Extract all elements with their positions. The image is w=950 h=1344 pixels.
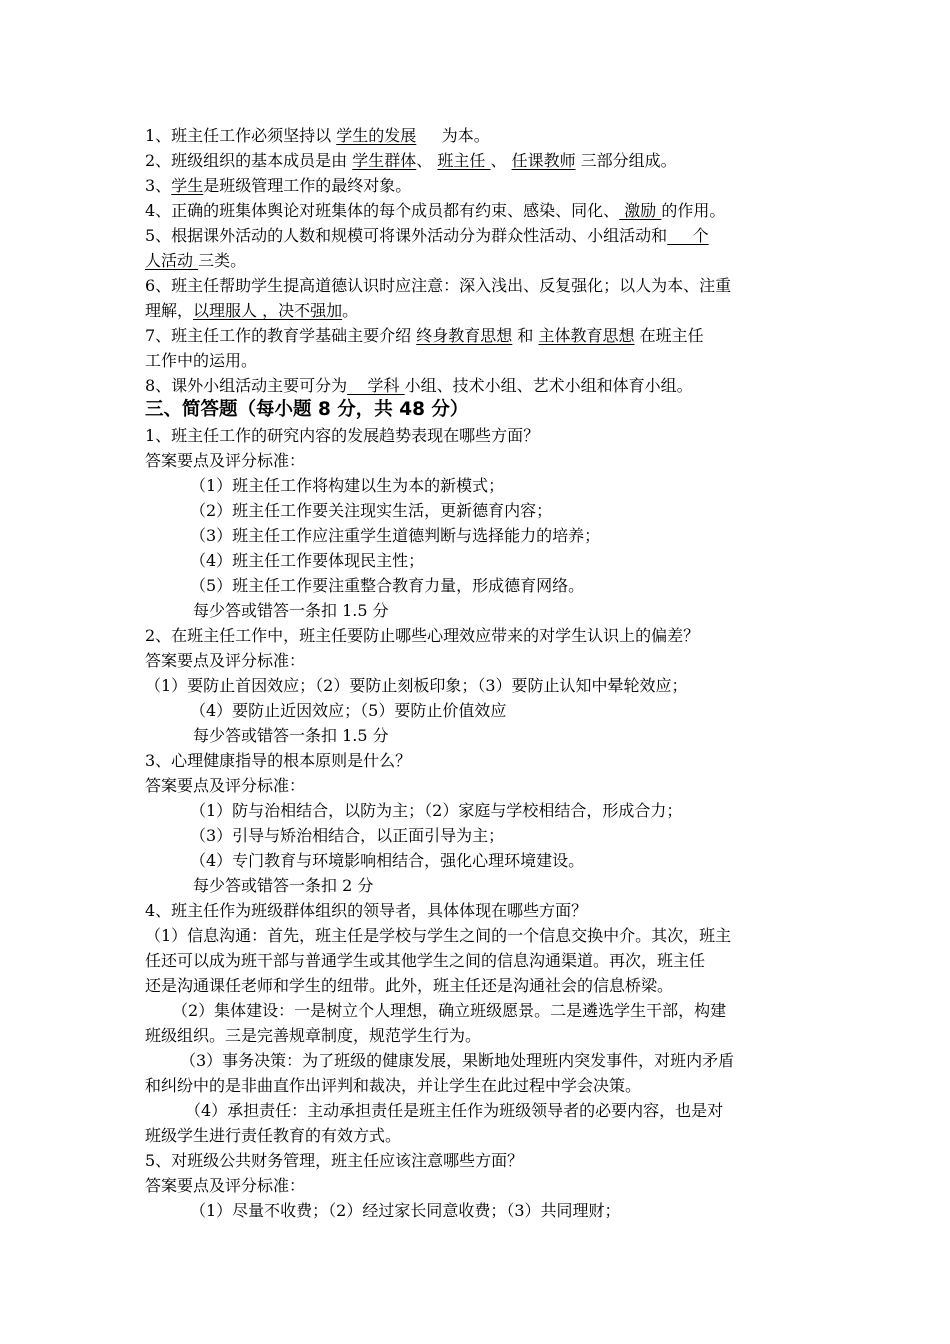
answer-label: 答案要点及评分标准：	[145, 776, 306, 795]
answer-item: （1）尽量不收费；（2）经过家长同意收费；（3）共同理财；	[190, 1201, 621, 1220]
text: 4、正确的班集体舆论对班集体的每个成员都有约束、感染、同化、	[145, 201, 620, 220]
question-4: 4、班主任作为班级群体组织的领导者，具体体现在哪些方面？	[145, 901, 588, 920]
answer-item: （4）班主任工作要体现民主性；	[190, 551, 425, 570]
answer-item: （4）要防止近因效应；（5）要防止价值效应	[190, 701, 507, 720]
text: 、	[490, 151, 512, 170]
answer-paragraph-line: （4）承担责任：主动承担责任是班主任作为班级领导者的必要内容，也是对	[185, 1101, 724, 1120]
fill-in-item-2	[145, 150, 677, 174]
fill-in-item-1	[145, 125, 490, 149]
fill-in-item-3	[145, 175, 411, 199]
text: 7、班主任工作的教育学基础主要介绍	[145, 326, 417, 345]
fill-in-item-7-cont	[145, 350, 257, 374]
question-3: 3、心理健康指导的根本原则是什么？	[145, 751, 412, 770]
fill-in-item-7	[145, 325, 704, 349]
text: 6、班主任帮助学生提高道德认识时应注意：深入浅出、反复强化；以人为本、注重	[145, 276, 732, 295]
text: 为本。	[416, 126, 490, 145]
text: 理解，	[145, 301, 194, 320]
answer-paragraph-line: （3）事务决策：为了班级的健康发展，果断地处理班内突发事件，对班内矛盾	[180, 1051, 735, 1070]
question-1: 1、班主任工作的研究内容的发展趋势表现在哪些方面？	[145, 426, 540, 445]
text: 8、课外小组活动主要可分为	[145, 376, 348, 395]
text: 是班级管理工作的最终对象。	[203, 176, 412, 195]
answer-paragraph-line: 任还可以成为班干部与普通学生或其他学生之间的信息沟通渠道。再次，班主任	[145, 951, 706, 970]
answer-item: （1）班主任工作将构建以生为本的新模式；	[190, 476, 505, 495]
text: 1、班主任工作必须坚持以	[145, 126, 337, 145]
answer-blank: 人活动	[145, 251, 199, 270]
answer-blank: 终身教育思想	[416, 326, 513, 345]
answer-paragraph-line: 班级学生进行责任教育的有效方式。	[145, 1126, 402, 1145]
answer-item: （1）要防止首因效应；（2）要防止刻板印象；（3）要防止认知中晕轮效应；	[145, 676, 688, 695]
answer-blank: 学科	[347, 376, 405, 395]
answer-item: （4）专门教育与环境影响相结合，强化心理环境建设。	[190, 851, 585, 870]
deduction-note: 每少答或错答一条扣 1.5 分	[193, 601, 389, 620]
text: 在班主任	[634, 326, 704, 345]
answer-blank: 任课教师	[511, 151, 576, 170]
fill-in-item-6	[145, 275, 731, 299]
answer-blank: 激励	[619, 201, 662, 220]
answer-blank: 班主任	[437, 151, 491, 170]
deduction-note: 每少答或错答一条扣 1.5 分	[193, 726, 389, 745]
answer-paragraph-line: 班级组织。三是完善规章制度，规范学生行为。	[145, 1026, 482, 1045]
text: 、	[416, 151, 438, 170]
question-2: 2、在班主任工作中，班主任要防止哪些心理效应带来的对学生认识上的偏差？	[145, 626, 700, 645]
answer-paragraph-line: （1）信息沟通：首先，班主任是学校与学生之间的一个信息交换中介。其次，班主	[145, 926, 732, 945]
question-5: 5、对班级公共财务管理，班主任应该注意哪些方面？	[145, 1151, 524, 1170]
text: 5、根据课外活动的人数和规模可将课外活动分为群众性活动、小组活动和	[145, 226, 668, 245]
fill-in-item-5	[145, 225, 709, 249]
text: 三类。	[198, 251, 247, 270]
deduction-note: 每少答或错答一条扣 2 分	[193, 876, 374, 895]
text: 小组、技术小组、艺术小组和体育小组。	[404, 376, 693, 395]
answer-label: 答案要点及评分标准：	[145, 1176, 306, 1195]
answer-blank: 学生的发展	[336, 126, 417, 145]
answer-paragraph-line: 和纠纷中的是非曲直作出评判和裁决，并让学生在此过程中学会决策。	[145, 1076, 642, 1095]
text: 的作用。	[661, 201, 726, 220]
answer-item: （3）班主任工作应注重学生道德判断与选择能力的培养；	[190, 526, 601, 545]
answer-label: 答案要点及评分标准：	[145, 451, 306, 470]
section-heading: 三、简答题（每小题 8 分，共 48 分）	[145, 399, 469, 420]
fill-in-item-4	[145, 200, 725, 224]
text: 2、班级组织的基本成员是由	[145, 151, 353, 170]
fill-in-item-5-cont	[145, 250, 246, 274]
answer-paragraph-line: （2）集体建设：一是树立个人理想，确立班级愿景。二是遴选学生干部，构建	[172, 1001, 727, 1020]
answer-blank: 学生	[171, 176, 204, 195]
answer-label: 答案要点及评分标准：	[145, 651, 306, 670]
answer-item: （5）班主任工作要注重整合教育力量，形成德育网络。	[190, 576, 585, 595]
fill-in-item-8	[145, 375, 693, 399]
answer-paragraph-line: 还是沟通课任老师和学生的纽带。此外，班主任还是沟通社会的信息桥梁。	[145, 976, 674, 995]
fill-in-item-6-cont	[145, 300, 358, 324]
text: 和	[512, 326, 539, 345]
text: 工作中的运用。	[145, 351, 258, 370]
answer-blank: 个	[667, 226, 709, 245]
answer-item: （3）引导与矫治相结合，以正面引导为主；	[190, 826, 505, 845]
answer-item: （2）班主任工作要关注现实生活，更新德育内容；	[190, 501, 553, 520]
text: 3、	[145, 176, 172, 195]
answer-item: （1）防与治相结合，以防为主；（2）家庭与学校相结合，形成合力；	[190, 801, 683, 820]
text: 。	[342, 301, 359, 320]
text: 三部分组成。	[575, 151, 677, 170]
answer-blank: 学生群体	[352, 151, 417, 170]
answer-blank: 以理服人 ，决不强加	[193, 301, 343, 320]
answer-blank: 主体教育思想	[538, 326, 635, 345]
